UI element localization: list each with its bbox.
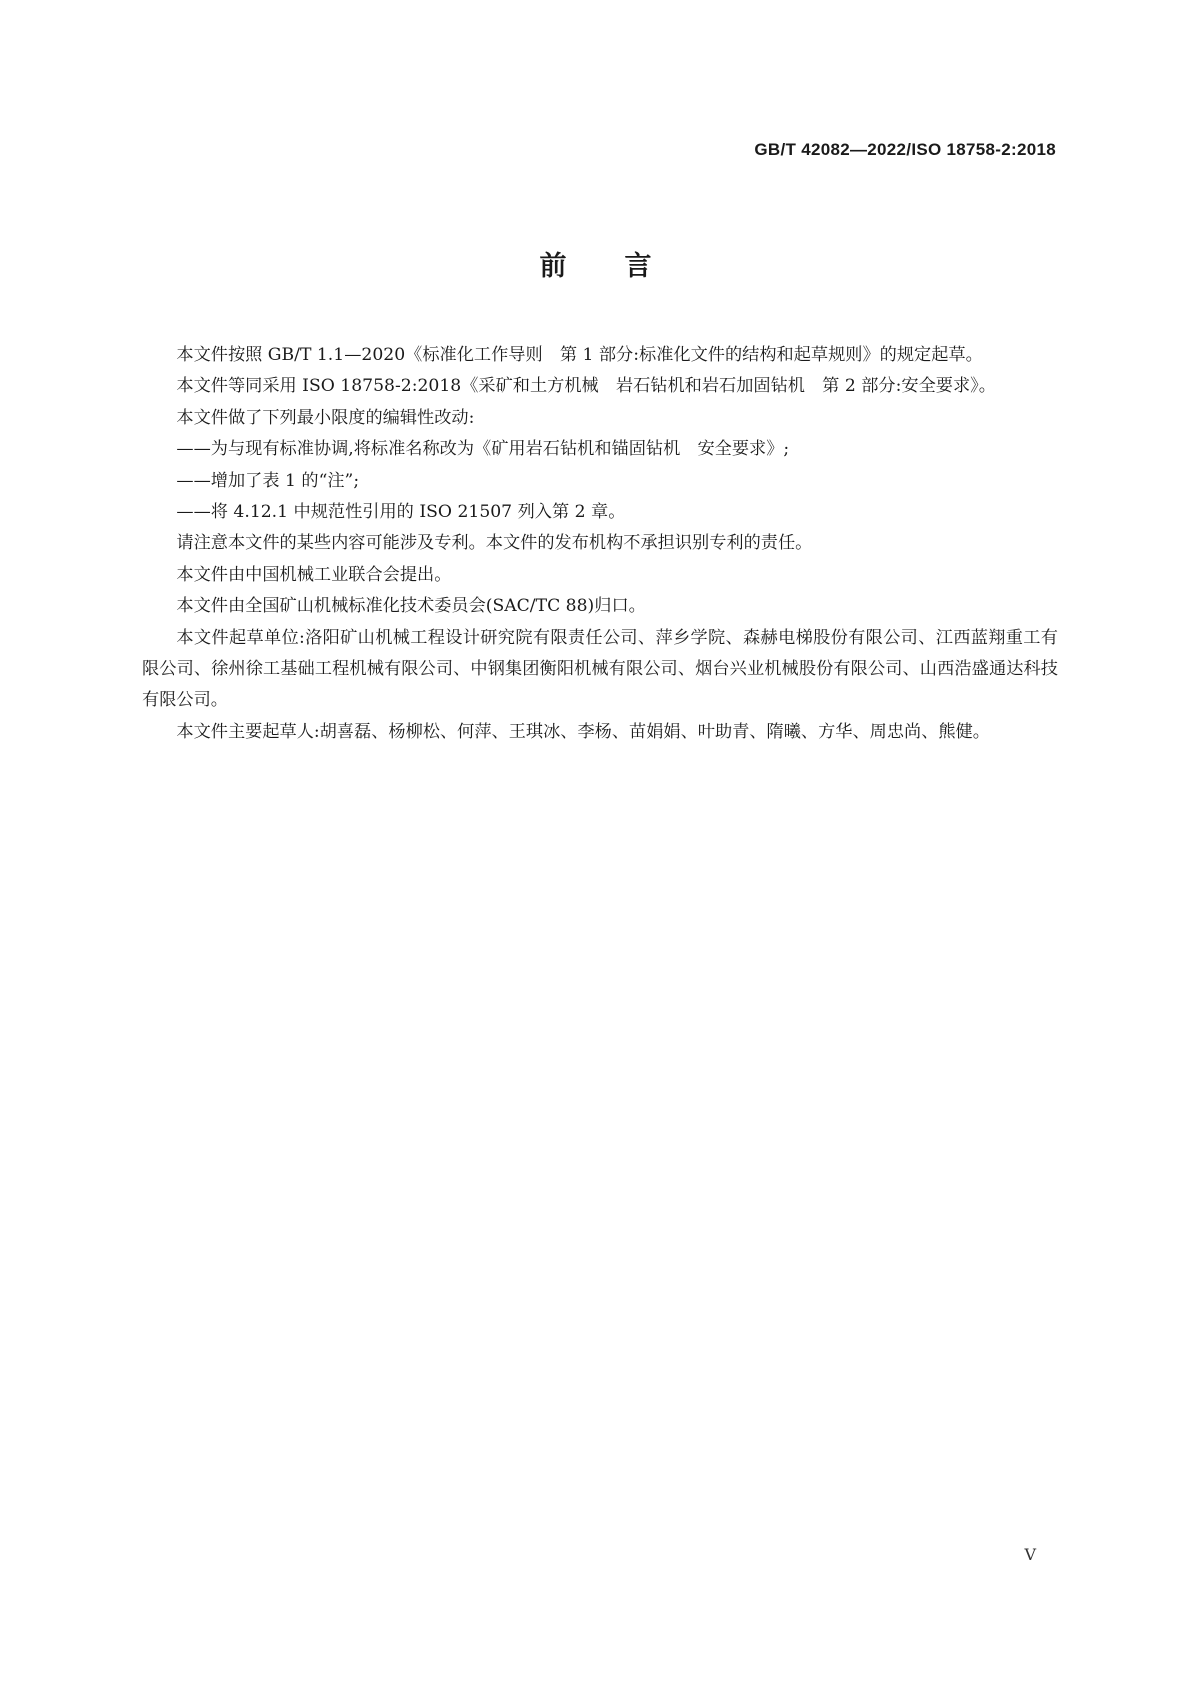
list-item-change-title: ——为与现有标准协调,将标准名称改为《矿用岩石钻机和锚固钻机 安全要求》; (176, 439, 790, 460)
paragraph-patent-notice: 请注意本文件的某些内容可能涉及专利。本文件的发布机构不承担识别专利的责任。 (176, 533, 813, 554)
list-item-change-reference: ——将 4.12.1 中规范性引用的 ISO 21507 列入第 2 章。 (176, 502, 626, 523)
paragraph-drafting-units: 本文件起草单位:洛阳矿山机械工程设计研究院有限责任公司、萍乡学院、森赫电梯股份有限公司、江西蓝翔重工有限公司、徐州徐工基础工程机械有限公司、中钢集团衡阳机械有限公司、烟台兴业机械股份有限公司、山西浩盛通达科技有限公司。 (142, 627, 1058, 711)
paragraph-adoption: 本文件等同采用 ISO 18758-2:2018《采矿和土方机械 岩石钻机和岩石加固钻机 第 2 部分:安全要求》。 (176, 376, 996, 397)
paragraph-managed-by: 本文件由全国矿山机械标准化技术委员会(SAC/TC 88)归口。 (176, 596, 646, 617)
paragraph-drafters: 本文件主要起草人:胡喜磊、杨柳松、何萍、王琪冰、李杨、苗娟娟、叶助青、隋曦、方华、周忠尚、熊健。 (176, 721, 990, 742)
foreword-body (142, 340, 1058, 748)
standard-number: GB/T 42082—2022/ISO 18758-2:2018 (754, 140, 1056, 159)
page-number: V (1024, 1545, 1036, 1564)
paragraph-drafting-rules: 本文件按照 GB/T 1.1—2020《标准化工作导则 第 1 部分:标准化文件的结构和起草规则》的规定起草。 (176, 345, 983, 365)
list-item-change-note: ——增加了表 1 的“注”; (176, 470, 360, 491)
paragraph-editorial-changes: 本文件做了下列最小限度的编辑性改动: (176, 407, 475, 428)
paragraph-proposed-by: 本文件由中国机械工业联合会提出。 (176, 564, 452, 585)
page-title: 前言 (539, 251, 710, 282)
